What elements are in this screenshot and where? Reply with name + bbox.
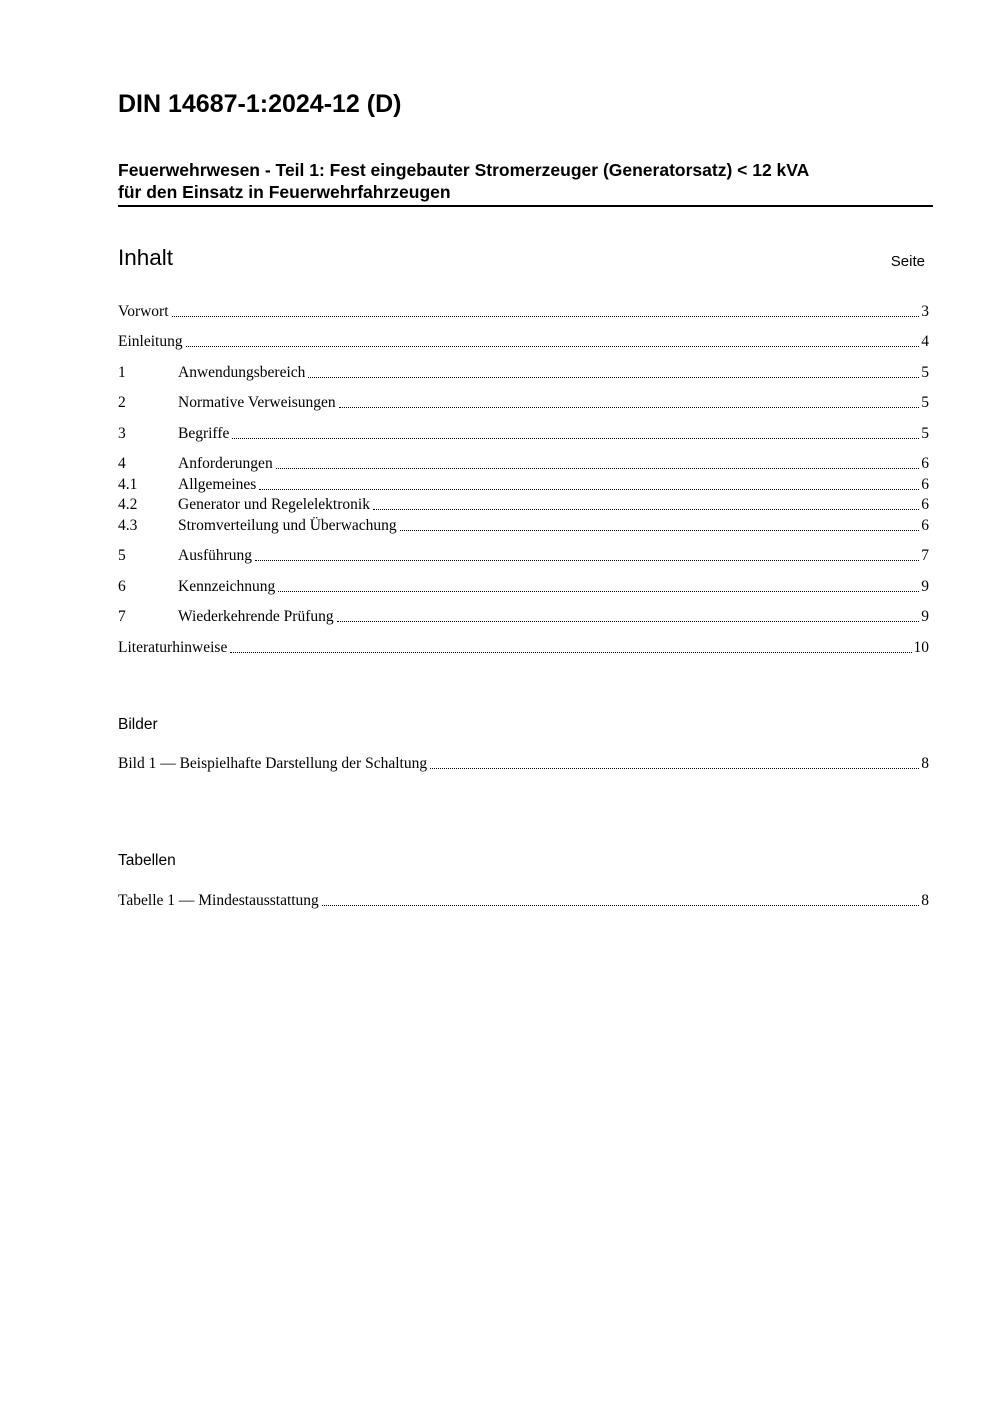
toc-entry-vorwort[interactable]: [118, 302, 929, 322]
toc-entry-anforderungen[interactable]: [118, 454, 929, 474]
toc-entry-label: Anforderungen: [178, 455, 273, 472]
document-title: DIN 14687-1:2024-12 (D): [118, 90, 402, 118]
toc-entry-label: Normative Verweisungen: [178, 394, 336, 411]
dot-leader: [276, 454, 921, 474]
toc-entry-label: Wiederkehrende Prüfung: [178, 608, 334, 625]
toc-entry-kennzeichnung[interactable]: [118, 577, 929, 597]
toc-entry-page: 6: [921, 476, 929, 493]
toc-entry-number: 6: [118, 578, 126, 595]
document-subtitle: [118, 159, 933, 207]
dot-leader: [430, 754, 920, 774]
figure-entry-label: Bild 1 — Beispielhafte Darstellung der Schaltung: [118, 755, 428, 772]
toc-entry-page: 5: [921, 364, 929, 381]
toc-heading: Inhalt: [118, 245, 174, 270]
toc-entry-page: 5: [921, 425, 929, 442]
dot-leader: [308, 363, 920, 383]
toc-entry-number: 4.1: [118, 476, 138, 493]
toc-entry-page: 7: [921, 547, 929, 564]
toc-entry-page: 6: [921, 455, 929, 472]
dot-leader: [232, 424, 920, 444]
figure-entry-bild-1[interactable]: [118, 754, 929, 774]
dot-leader: [230, 638, 912, 658]
toc-entry-label: Stromverteilung und Überwachung: [178, 517, 397, 534]
toc-entry-wiederkehrende-pruefung[interactable]: [118, 607, 929, 627]
toc-entry-page: 5: [921, 394, 929, 411]
toc-entry-label: Begriffe: [178, 425, 230, 442]
toc-entry-page: 9: [921, 608, 929, 625]
toc-entry-page: 6: [921, 496, 929, 513]
toc-entry-generator-regelelektronik[interactable]: [118, 495, 929, 515]
figures-heading: Bilder: [118, 716, 158, 733]
toc-entry-anwendungsbereich[interactable]: [118, 363, 929, 383]
table-entry-page: 8: [921, 892, 929, 909]
dot-leader: [259, 475, 920, 495]
subtitle-line-1: Feuerwehrwesen - Teil 1: Fest eingebauter Stromerzeuger (Generatorsatz) < 12 kVA: [118, 160, 810, 180]
toc-entry-number: 4.2: [118, 496, 138, 513]
toc-entry-number: 2: [118, 394, 126, 411]
table-entry-label: Tabelle 1 — Mindestausstattung: [118, 892, 319, 909]
tables-heading: Tabellen: [118, 852, 176, 869]
dot-leader: [400, 516, 921, 536]
toc-entry-label: Vorwort: [118, 303, 169, 320]
dot-leader: [373, 495, 920, 515]
toc-entry-literaturhinweise[interactable]: [118, 638, 929, 658]
dot-leader: [278, 577, 920, 597]
toc-entry-label: Ausführung: [178, 547, 253, 564]
dot-leader: [337, 607, 921, 627]
toc-entry-allgemeines[interactable]: [118, 475, 929, 495]
toc-entry-label: Allgemeines: [178, 476, 257, 493]
toc-entry-page: 4: [921, 333, 929, 350]
toc-entry-normative-verweisungen[interactable]: [118, 393, 929, 413]
toc-entry-number: 7: [118, 608, 126, 625]
toc-entry-label: Anwendungsbereich: [178, 364, 306, 381]
toc-entry-label: Einleitung: [118, 333, 183, 350]
toc-entry-page: 9: [921, 578, 929, 595]
toc-entry-number: 3: [118, 425, 126, 442]
toc-entry-label: Literaturhinweise: [118, 639, 228, 656]
toc-entry-number: 4.3: [118, 517, 138, 534]
dot-leader: [322, 891, 920, 911]
dot-leader: [186, 332, 921, 352]
toc-entry-label: Kennzeichnung: [178, 578, 276, 595]
toc-entry-number: 4: [118, 455, 126, 472]
toc-entry-number: 5: [118, 547, 126, 564]
toc-entry-page: 10: [913, 639, 929, 656]
toc-entry-begriffe[interactable]: [118, 424, 929, 444]
table-entry-tabelle-1[interactable]: [118, 891, 929, 911]
subtitle-line-2: für den Einsatz in Feuerwehrfahrzeugen: [118, 182, 451, 202]
toc-page-column-heading: Seite: [890, 253, 925, 270]
toc-entry-page: 3: [921, 303, 929, 320]
dot-leader: [339, 393, 921, 413]
dot-leader: [255, 546, 920, 566]
toc-entry-number: 1: [118, 364, 126, 381]
figure-entry-page: 8: [921, 755, 929, 772]
toc-entry-stromverteilung[interactable]: [118, 516, 929, 536]
toc-entry-einleitung[interactable]: [118, 332, 929, 352]
toc-entry-ausfuehrung[interactable]: [118, 546, 929, 566]
toc-entry-page: 6: [921, 517, 929, 534]
dot-leader: [172, 302, 921, 322]
toc-entry-label: Generator und Regelelektronik: [178, 496, 370, 513]
